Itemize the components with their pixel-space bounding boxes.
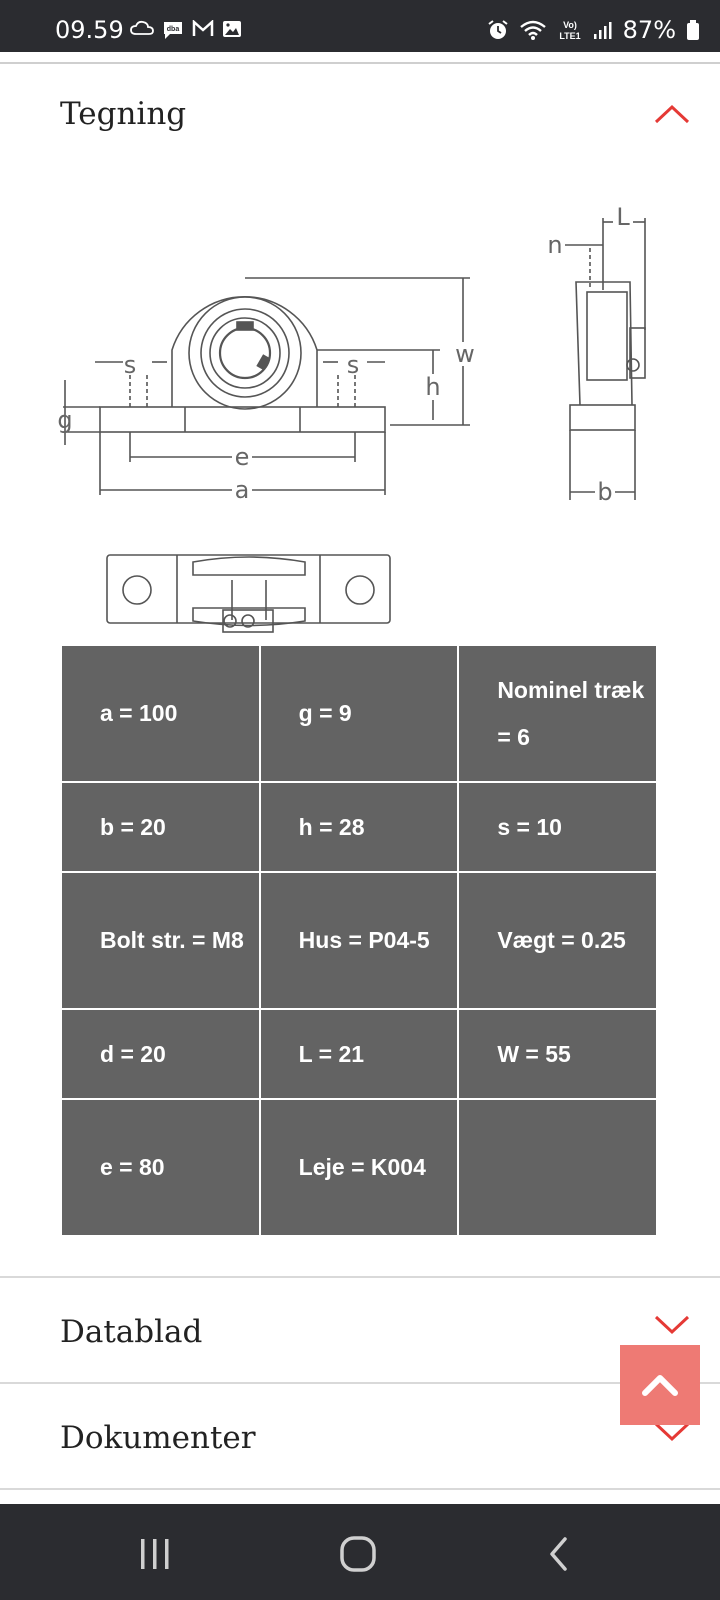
back-icon[interactable] xyxy=(545,1536,575,1572)
drawing-base xyxy=(100,407,385,432)
drawing-label-w: w xyxy=(455,340,475,368)
battery-icon xyxy=(686,19,700,41)
status-bar xyxy=(0,0,720,52)
spec-table xyxy=(60,644,658,1237)
drawing-bearing-outer xyxy=(189,297,301,409)
spec-cell: e = 80 xyxy=(61,1099,260,1236)
drawing-label-h: h xyxy=(425,373,441,401)
drawing-label-e: e xyxy=(234,443,250,471)
spec-cell: a = 100 xyxy=(61,645,260,782)
chevron-down-icon[interactable] xyxy=(654,1315,690,1335)
drawing-label-s-left: s xyxy=(123,351,137,379)
spec-cell: Vægt = 0.25 xyxy=(458,872,657,1009)
spec-cell: h = 28 xyxy=(260,782,459,872)
drawing-housing xyxy=(172,297,317,407)
table-row xyxy=(61,645,657,782)
chevron-up-icon xyxy=(620,1345,700,1425)
image-icon xyxy=(222,20,242,38)
svg-text:Vo): Vo) xyxy=(562,20,577,30)
table-row xyxy=(61,1009,657,1099)
home-icon[interactable] xyxy=(338,1534,378,1574)
spec-cell: Hus = P04-5 xyxy=(260,872,459,1009)
spec-cell: d = 20 xyxy=(61,1009,260,1099)
spec-cell: Leje = K004 xyxy=(260,1099,459,1236)
dba-chat-icon xyxy=(162,20,184,40)
drawing-side-housing xyxy=(576,282,632,405)
battery-percent: 87% xyxy=(622,16,676,44)
spec-cell xyxy=(458,1099,657,1236)
section-title-datablad[interactable]: Datablad xyxy=(60,1314,203,1350)
spec-cell: Bolt str. = M8 xyxy=(61,872,260,1009)
section-title-tegning[interactable]: Tegning xyxy=(60,96,187,132)
divider xyxy=(0,1382,720,1384)
svg-text:LTE1: LTE1 xyxy=(558,31,581,41)
recent-apps-icon[interactable] xyxy=(135,1536,175,1572)
spec-cell: W = 55 xyxy=(458,1009,657,1099)
drawing-top-view xyxy=(107,555,390,623)
alarm-icon xyxy=(487,19,509,41)
table-row xyxy=(61,1099,657,1236)
spec-cell: Nominel træk = 6 xyxy=(458,645,657,782)
table-row xyxy=(61,872,657,1009)
divider xyxy=(0,1276,720,1278)
divider xyxy=(0,62,720,64)
drawing-label-s-right: s xyxy=(346,351,360,379)
section-title-dokumenter[interactable]: Dokumenter xyxy=(60,1420,256,1456)
spec-cell: b = 20 xyxy=(61,782,260,872)
volte-icon xyxy=(557,19,583,41)
drawing-label-L: L xyxy=(616,203,630,231)
signal-icon xyxy=(593,20,613,40)
wifi-icon xyxy=(519,19,547,41)
drawing-bore xyxy=(220,328,270,378)
spec-cell: s = 10 xyxy=(458,782,657,872)
chevron-up-icon[interactable] xyxy=(654,104,690,124)
drawing-label-a: a xyxy=(234,476,250,504)
spec-cell: g = 9 xyxy=(260,645,459,782)
navigation-bar xyxy=(0,1504,720,1600)
drawing-side-base xyxy=(570,405,635,430)
technical-drawing xyxy=(55,200,670,645)
drawing-label-b: b xyxy=(597,478,613,506)
table-row xyxy=(61,782,657,872)
status-time: 09.59 xyxy=(55,16,124,44)
drawing-label-g: g xyxy=(57,406,73,434)
scroll-to-top-button[interactable] xyxy=(620,1345,700,1425)
divider xyxy=(0,1488,720,1490)
gmail-icon xyxy=(192,20,214,38)
drawing-label-n: n xyxy=(547,231,563,259)
spec-cell: L = 21 xyxy=(260,1009,459,1099)
cloud-icon xyxy=(130,20,154,36)
svg-text:dba: dba xyxy=(166,26,180,33)
